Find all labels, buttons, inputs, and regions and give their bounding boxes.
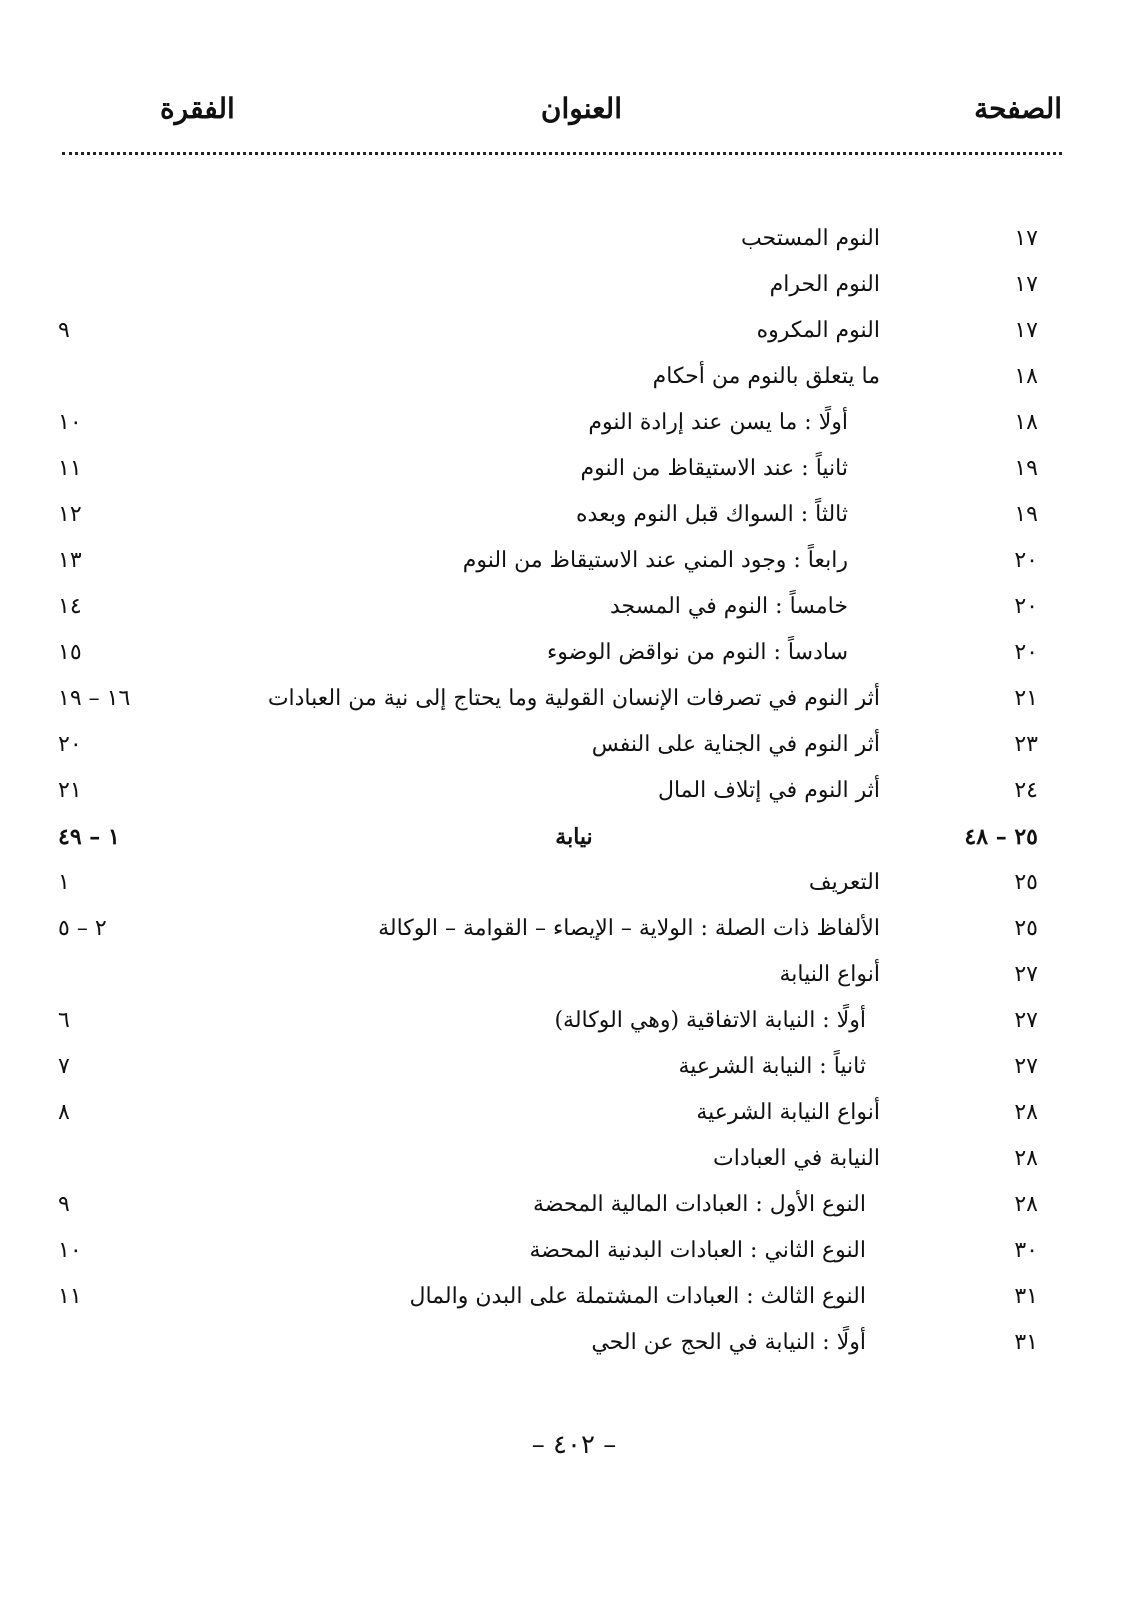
table-row (0, 1280, 1148, 1326)
entry-page: ٢١ (1014, 686, 1038, 711)
entry-title: أولًا : النيابة الاتفاقية (وهي الوكالة) (554, 1008, 866, 1033)
entry-title: النوع الأول : العبادات المالية المحضة (533, 1192, 866, 1217)
entry-title: أثر النوم في إتلاف المال (657, 778, 880, 803)
entry-title: النوم المكروه (756, 318, 880, 343)
entry-paragraph: ١٥ (58, 640, 82, 665)
table-row (0, 1096, 1148, 1142)
entry-page: ١٩ (1014, 502, 1038, 527)
entry-title: رابعاً : وجود المني عند الاستيقاظ من النوم (462, 548, 848, 573)
entry-title: النيابة في العبادات (713, 1146, 880, 1171)
entry-title: أولًا : ما يسن عند إرادة النوم (588, 410, 848, 435)
entry-page: ٣٠ (1014, 1238, 1038, 1263)
entry-title: نيابة (555, 824, 593, 850)
entry-paragraph: ٢٠ (58, 732, 82, 757)
entry-paragraph: ١٢ (58, 502, 82, 527)
table-row (0, 636, 1148, 682)
entry-page: ٢٧ (1014, 962, 1038, 987)
table-row (0, 1188, 1148, 1234)
dotted-divider (62, 152, 1062, 155)
table-row (0, 1234, 1148, 1280)
table-row (0, 682, 1148, 728)
entry-paragraph: ١٤ (58, 594, 82, 619)
entry-page: ٢٥ (1014, 870, 1038, 895)
entry-title: ما يتعلق بالنوم من أحكام (652, 364, 880, 389)
table-row (0, 360, 1148, 406)
entry-page: ٢٣ (1014, 732, 1038, 757)
entry-page: ٢٨ (1014, 1100, 1038, 1125)
entry-paragraph: ٢١ (58, 778, 82, 803)
entry-title: النوم الحرام (769, 272, 880, 297)
table-row (0, 314, 1148, 360)
table-row (0, 590, 1148, 636)
table-row (0, 222, 1148, 268)
entry-page: ٢٨ (1014, 1192, 1038, 1217)
entry-paragraph: ١ (58, 870, 70, 895)
entry-page: ٢٧ (1014, 1008, 1038, 1033)
entry-paragraph: ١٠ (58, 410, 82, 435)
entry-page: ٣١ (1014, 1330, 1038, 1355)
entry-page: ٢٠ (1014, 640, 1038, 665)
entry-page: ١٧ (1014, 226, 1038, 251)
entry-title: ثانياً : عند الاستيقاظ من النوم (580, 456, 848, 481)
table-row (0, 544, 1148, 590)
entry-paragraph: ١٣ (58, 548, 82, 573)
header-paragraph-label: الفقرة (160, 92, 235, 125)
entry-paragraph: ٢ – ٥ (58, 916, 107, 941)
entry-title: أثر النوم في الجناية على النفس (591, 732, 880, 757)
entry-page: ١٨ (1014, 364, 1038, 389)
table-row (0, 774, 1148, 820)
entry-paragraph: ١١ (58, 456, 82, 481)
entry-title: أولًا : النيابة في الحج عن الحي (591, 1330, 866, 1355)
entry-title: النوم المستحب (740, 226, 880, 251)
table-row (0, 1326, 1148, 1372)
entry-title: أنواع النيابة (779, 962, 880, 987)
entry-paragraph: ٩ (58, 318, 70, 343)
entry-title: النوع الثاني : العبادات البدنية المحضة (529, 1238, 866, 1263)
entry-title: الألفاظ ذات الصلة : الولاية – الإيصاء – القوامة – الوكالة (378, 916, 880, 941)
entry-title: النوع الثالث : العبادات المشتملة على البدن والمال (409, 1284, 866, 1309)
table-row (0, 452, 1148, 498)
entry-title: أنواع النيابة الشرعية (696, 1100, 880, 1125)
entry-page: ١٧ (1014, 318, 1038, 343)
entry-title: ثانياً : النيابة الشرعية (678, 1054, 866, 1079)
table-row (0, 1004, 1148, 1050)
table-row (0, 820, 1148, 866)
entry-page: ٢٥ (1014, 916, 1038, 941)
index-entries (0, 222, 1148, 1372)
entry-title: التعريف (808, 870, 880, 895)
entry-paragraph: ٨ (58, 1100, 70, 1125)
entry-page: ٢٠ (1014, 548, 1038, 573)
entry-paragraph: ١١ (58, 1284, 82, 1309)
table-row (0, 958, 1148, 1004)
table-row (0, 406, 1148, 452)
header-title-label: العنوان (540, 92, 622, 125)
entry-title: ثالثاً : السواك قبل النوم وبعده (576, 502, 848, 527)
entry-paragraph: ٧ (58, 1054, 70, 1079)
header-page-label: الصفحة (974, 92, 1062, 125)
table-row (0, 912, 1148, 958)
entry-title: خامساً : النوم في المسجد (609, 594, 848, 619)
entry-page: ٢٠ (1014, 594, 1038, 619)
entry-paragraph: ١ – ٤٩ (58, 824, 120, 850)
entry-page: ٢٨ (1014, 1146, 1038, 1171)
entry-page: ٣١ (1014, 1284, 1038, 1309)
entry-title: سادساً : النوم من نواقض الوضوء (546, 640, 848, 665)
entry-paragraph: ٦ (58, 1008, 70, 1033)
table-row (0, 1142, 1148, 1188)
table-row (0, 866, 1148, 912)
entry-page: ١٧ (1014, 272, 1038, 297)
entry-page: ٢٥ – ٤٨ (964, 824, 1038, 850)
entry-page: ٢٤ (1014, 778, 1038, 803)
page-number: – ٤٠٢ – (531, 1430, 617, 1460)
table-row (0, 268, 1148, 314)
table-header (60, 92, 1062, 152)
table-row (0, 728, 1148, 774)
entry-page: ١٨ (1014, 410, 1038, 435)
entry-title: أثر النوم في تصرفات الإنسان القولية وما يحتاج إلى نية من العبادات (267, 686, 880, 711)
entry-paragraph: ١٠ (58, 1238, 82, 1263)
entry-page: ٢٧ (1014, 1054, 1038, 1079)
entry-paragraph: ٩ (58, 1192, 70, 1217)
entry-page: ١٩ (1014, 456, 1038, 481)
entry-paragraph: ١٦ – ١٩ (58, 686, 131, 711)
table-row (0, 1050, 1148, 1096)
table-row (0, 498, 1148, 544)
